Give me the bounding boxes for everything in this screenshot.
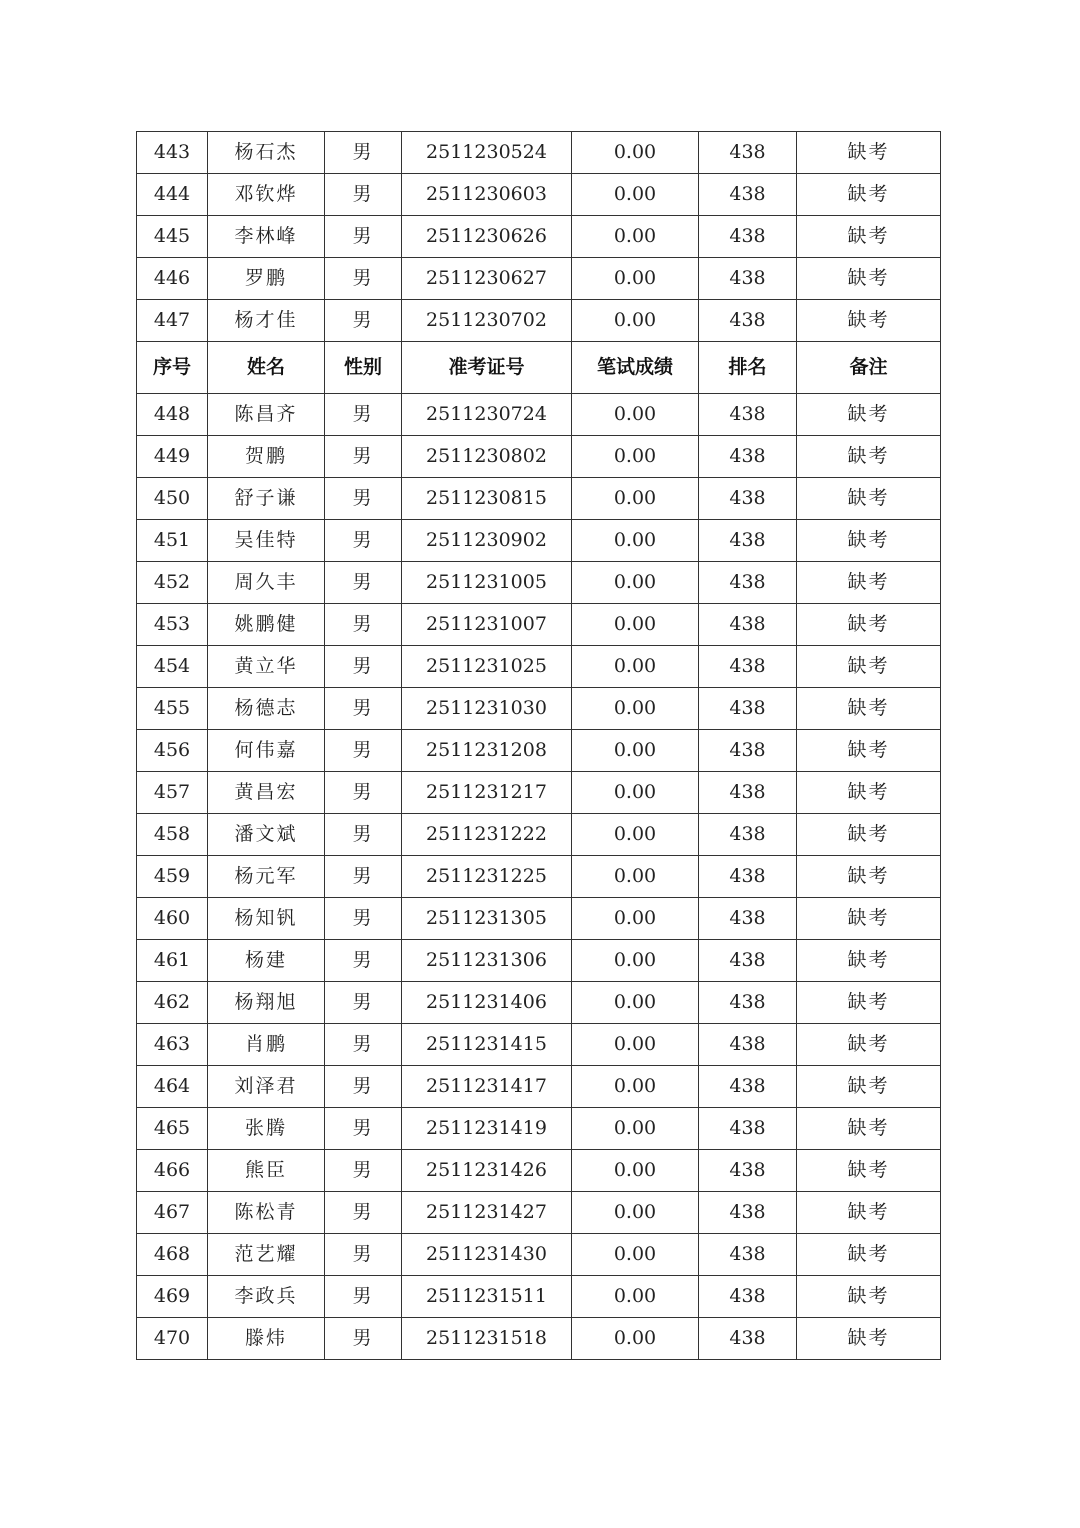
remark-cell: 缺考 bbox=[797, 1318, 941, 1360]
name-cell: 范艺耀 bbox=[208, 1234, 325, 1276]
ticket-number-cell: 2511231417 bbox=[402, 1066, 572, 1108]
remark-cell: 缺考 bbox=[797, 562, 941, 604]
rank-cell: 438 bbox=[699, 478, 797, 520]
rank-cell: 438 bbox=[699, 1024, 797, 1066]
remark-cell: 缺考 bbox=[797, 604, 941, 646]
rank-cell: 438 bbox=[699, 1276, 797, 1318]
name-cell: 肖鹏 bbox=[208, 1024, 325, 1066]
score-cell: 0.00 bbox=[572, 772, 699, 814]
gender-cell: 男 bbox=[325, 174, 402, 216]
seq-cell: 458 bbox=[137, 814, 208, 856]
remark-cell: 缺考 bbox=[797, 300, 941, 342]
seq-cell: 461 bbox=[137, 940, 208, 982]
table-row bbox=[137, 1276, 941, 1318]
table-row bbox=[137, 898, 941, 940]
name-cell: 杨建 bbox=[208, 940, 325, 982]
score-cell: 0.00 bbox=[572, 258, 699, 300]
score-cell: 0.00 bbox=[572, 1192, 699, 1234]
name-cell: 李林峰 bbox=[208, 216, 325, 258]
name-cell: 杨元军 bbox=[208, 856, 325, 898]
seq-cell: 462 bbox=[137, 982, 208, 1024]
exam-results-table bbox=[136, 131, 941, 1360]
gender-cell: 男 bbox=[325, 982, 402, 1024]
gender-cell: 男 bbox=[325, 1150, 402, 1192]
name-cell: 杨翔旭 bbox=[208, 982, 325, 1024]
rank-cell: 438 bbox=[699, 174, 797, 216]
remark-cell: 缺考 bbox=[797, 478, 941, 520]
name-cell: 邓钦烨 bbox=[208, 174, 325, 216]
remark-cell: 缺考 bbox=[797, 688, 941, 730]
score-cell: 0.00 bbox=[572, 132, 699, 174]
name-cell: 舒子谦 bbox=[208, 478, 325, 520]
seq-cell: 447 bbox=[137, 300, 208, 342]
seq-cell: 470 bbox=[137, 1318, 208, 1360]
name-cell: 贺鹏 bbox=[208, 436, 325, 478]
score-cell: 0.00 bbox=[572, 646, 699, 688]
table-row bbox=[137, 688, 941, 730]
score-cell: 0.00 bbox=[572, 940, 699, 982]
score-cell: 0.00 bbox=[572, 394, 699, 436]
seq-cell: 464 bbox=[137, 1066, 208, 1108]
ticket-number-cell: 2511230627 bbox=[402, 258, 572, 300]
score-cell: 0.00 bbox=[572, 1318, 699, 1360]
remark-cell: 缺考 bbox=[797, 646, 941, 688]
table-row bbox=[137, 1108, 941, 1150]
name-cell: 周久丰 bbox=[208, 562, 325, 604]
remark-cell: 缺考 bbox=[797, 730, 941, 772]
ticket-number-cell: 2511230603 bbox=[402, 174, 572, 216]
rank-cell: 438 bbox=[699, 1066, 797, 1108]
remark-cell: 缺考 bbox=[797, 982, 941, 1024]
remark-cell: 缺考 bbox=[797, 1276, 941, 1318]
rank-cell: 438 bbox=[699, 258, 797, 300]
rank-cell: 438 bbox=[699, 436, 797, 478]
score-cell: 0.00 bbox=[572, 688, 699, 730]
name-cell: 杨才佳 bbox=[208, 300, 325, 342]
ticket-number-cell: 2511231005 bbox=[402, 562, 572, 604]
name-cell: 熊臣 bbox=[208, 1150, 325, 1192]
gender-cell: 男 bbox=[325, 1108, 402, 1150]
ticket-number-cell: 2511230802 bbox=[402, 436, 572, 478]
seq-cell: 446 bbox=[137, 258, 208, 300]
rank-cell: 438 bbox=[699, 646, 797, 688]
score-cell: 0.00 bbox=[572, 898, 699, 940]
table-header-row bbox=[137, 342, 941, 394]
name-cell: 吴佳特 bbox=[208, 520, 325, 562]
gender-cell: 男 bbox=[325, 1276, 402, 1318]
ticket-number-cell: 2511231217 bbox=[402, 772, 572, 814]
gender-cell: 男 bbox=[325, 772, 402, 814]
gender-cell: 男 bbox=[325, 856, 402, 898]
ticket-number-cell: 2511231222 bbox=[402, 814, 572, 856]
score-cell: 0.00 bbox=[572, 174, 699, 216]
gender-cell: 男 bbox=[325, 898, 402, 940]
gender-cell: 男 bbox=[325, 1318, 402, 1360]
rank-cell: 438 bbox=[699, 1192, 797, 1234]
gender-cell: 男 bbox=[325, 394, 402, 436]
rank-cell: 438 bbox=[699, 982, 797, 1024]
rank-cell: 438 bbox=[699, 688, 797, 730]
name-cell: 姚鹏健 bbox=[208, 604, 325, 646]
gender-cell: 男 bbox=[325, 258, 402, 300]
ticket-number-cell: 2511231305 bbox=[402, 898, 572, 940]
rank-cell: 438 bbox=[699, 604, 797, 646]
table-row bbox=[137, 478, 941, 520]
remark-cell: 缺考 bbox=[797, 258, 941, 300]
gender-cell: 男 bbox=[325, 300, 402, 342]
table-row bbox=[137, 772, 941, 814]
column-header: 序号 bbox=[137, 342, 208, 394]
seq-cell: 455 bbox=[137, 688, 208, 730]
table-row bbox=[137, 940, 941, 982]
ticket-number-cell: 2511231007 bbox=[402, 604, 572, 646]
rank-cell: 438 bbox=[699, 1108, 797, 1150]
remark-cell: 缺考 bbox=[797, 132, 941, 174]
table-row bbox=[137, 300, 941, 342]
table-body bbox=[137, 132, 941, 1360]
column-header: 备注 bbox=[797, 342, 941, 394]
remark-cell: 缺考 bbox=[797, 772, 941, 814]
gender-cell: 男 bbox=[325, 646, 402, 688]
gender-cell: 男 bbox=[325, 562, 402, 604]
ticket-number-cell: 2511231430 bbox=[402, 1234, 572, 1276]
score-cell: 0.00 bbox=[572, 814, 699, 856]
remark-cell: 缺考 bbox=[797, 1192, 941, 1234]
table-row bbox=[137, 730, 941, 772]
seq-cell: 452 bbox=[137, 562, 208, 604]
remark-cell: 缺考 bbox=[797, 216, 941, 258]
column-header: 排名 bbox=[699, 342, 797, 394]
gender-cell: 男 bbox=[325, 216, 402, 258]
name-cell: 何伟嘉 bbox=[208, 730, 325, 772]
score-cell: 0.00 bbox=[572, 1234, 699, 1276]
score-cell: 0.00 bbox=[572, 982, 699, 1024]
seq-cell: 449 bbox=[137, 436, 208, 478]
ticket-number-cell: 2511231306 bbox=[402, 940, 572, 982]
gender-cell: 男 bbox=[325, 814, 402, 856]
rank-cell: 438 bbox=[699, 940, 797, 982]
seq-cell: 444 bbox=[137, 174, 208, 216]
rank-cell: 438 bbox=[699, 394, 797, 436]
table-row bbox=[137, 814, 941, 856]
gender-cell: 男 bbox=[325, 940, 402, 982]
name-cell: 刘泽君 bbox=[208, 1066, 325, 1108]
table-row bbox=[137, 174, 941, 216]
rank-cell: 438 bbox=[699, 1234, 797, 1276]
score-cell: 0.00 bbox=[572, 300, 699, 342]
ticket-number-cell: 2511230815 bbox=[402, 478, 572, 520]
rank-cell: 438 bbox=[699, 132, 797, 174]
seq-cell: 467 bbox=[137, 1192, 208, 1234]
remark-cell: 缺考 bbox=[797, 520, 941, 562]
remark-cell: 缺考 bbox=[797, 898, 941, 940]
score-cell: 0.00 bbox=[572, 562, 699, 604]
remark-cell: 缺考 bbox=[797, 436, 941, 478]
remark-cell: 缺考 bbox=[797, 174, 941, 216]
seq-cell: 451 bbox=[137, 520, 208, 562]
table-row bbox=[137, 1192, 941, 1234]
score-cell: 0.00 bbox=[572, 478, 699, 520]
score-cell: 0.00 bbox=[572, 1108, 699, 1150]
remark-cell: 缺考 bbox=[797, 856, 941, 898]
score-cell: 0.00 bbox=[572, 1066, 699, 1108]
ticket-number-cell: 2511231025 bbox=[402, 646, 572, 688]
score-cell: 0.00 bbox=[572, 856, 699, 898]
remark-cell: 缺考 bbox=[797, 1108, 941, 1150]
seq-cell: 456 bbox=[137, 730, 208, 772]
gender-cell: 男 bbox=[325, 688, 402, 730]
ticket-number-cell: 2511231511 bbox=[402, 1276, 572, 1318]
score-cell: 0.00 bbox=[572, 604, 699, 646]
seq-cell: 454 bbox=[137, 646, 208, 688]
table-row bbox=[137, 604, 941, 646]
table-row bbox=[137, 520, 941, 562]
score-cell: 0.00 bbox=[572, 436, 699, 478]
table-row bbox=[137, 394, 941, 436]
ticket-number-cell: 2511231419 bbox=[402, 1108, 572, 1150]
ticket-number-cell: 2511231427 bbox=[402, 1192, 572, 1234]
score-cell: 0.00 bbox=[572, 1150, 699, 1192]
seq-cell: 466 bbox=[137, 1150, 208, 1192]
ticket-number-cell: 2511231208 bbox=[402, 730, 572, 772]
gender-cell: 男 bbox=[325, 1192, 402, 1234]
remark-cell: 缺考 bbox=[797, 1150, 941, 1192]
name-cell: 黄昌宏 bbox=[208, 772, 325, 814]
seq-cell: 445 bbox=[137, 216, 208, 258]
gender-cell: 男 bbox=[325, 436, 402, 478]
seq-cell: 468 bbox=[137, 1234, 208, 1276]
remark-cell: 缺考 bbox=[797, 1066, 941, 1108]
table-row bbox=[137, 646, 941, 688]
seq-cell: 469 bbox=[137, 1276, 208, 1318]
ticket-number-cell: 2511230902 bbox=[402, 520, 572, 562]
score-cell: 0.00 bbox=[572, 1024, 699, 1066]
rank-cell: 438 bbox=[699, 562, 797, 604]
ticket-number-cell: 2511231225 bbox=[402, 856, 572, 898]
table-row bbox=[137, 856, 941, 898]
ticket-number-cell: 2511231518 bbox=[402, 1318, 572, 1360]
rank-cell: 438 bbox=[699, 772, 797, 814]
name-cell: 陈松青 bbox=[208, 1192, 325, 1234]
gender-cell: 男 bbox=[325, 520, 402, 562]
column-header: 性别 bbox=[325, 342, 402, 394]
remark-cell: 缺考 bbox=[797, 814, 941, 856]
seq-cell: 459 bbox=[137, 856, 208, 898]
remark-cell: 缺考 bbox=[797, 940, 941, 982]
ticket-number-cell: 2511230524 bbox=[402, 132, 572, 174]
table-row bbox=[137, 436, 941, 478]
rank-cell: 438 bbox=[699, 300, 797, 342]
gender-cell: 男 bbox=[325, 604, 402, 646]
rank-cell: 438 bbox=[699, 898, 797, 940]
rank-cell: 438 bbox=[699, 856, 797, 898]
remark-cell: 缺考 bbox=[797, 1024, 941, 1066]
score-cell: 0.00 bbox=[572, 216, 699, 258]
ticket-number-cell: 2511231415 bbox=[402, 1024, 572, 1066]
column-header: 姓名 bbox=[208, 342, 325, 394]
name-cell: 滕炜 bbox=[208, 1318, 325, 1360]
seq-cell: 460 bbox=[137, 898, 208, 940]
ticket-number-cell: 2511231406 bbox=[402, 982, 572, 1024]
table-row bbox=[137, 216, 941, 258]
gender-cell: 男 bbox=[325, 1066, 402, 1108]
name-cell: 潘文斌 bbox=[208, 814, 325, 856]
column-header: 笔试成绩 bbox=[572, 342, 699, 394]
score-cell: 0.00 bbox=[572, 1276, 699, 1318]
table-row bbox=[137, 1066, 941, 1108]
gender-cell: 男 bbox=[325, 730, 402, 772]
name-cell: 罗鹏 bbox=[208, 258, 325, 300]
ticket-number-cell: 2511231030 bbox=[402, 688, 572, 730]
table-row bbox=[137, 1318, 941, 1360]
ticket-number-cell: 2511230724 bbox=[402, 394, 572, 436]
seq-cell: 465 bbox=[137, 1108, 208, 1150]
seq-cell: 453 bbox=[137, 604, 208, 646]
name-cell: 黄立华 bbox=[208, 646, 325, 688]
rank-cell: 438 bbox=[699, 520, 797, 562]
table-row bbox=[137, 982, 941, 1024]
rank-cell: 438 bbox=[699, 216, 797, 258]
name-cell: 杨德志 bbox=[208, 688, 325, 730]
score-cell: 0.00 bbox=[572, 520, 699, 562]
name-cell: 陈昌齐 bbox=[208, 394, 325, 436]
name-cell: 杨石杰 bbox=[208, 132, 325, 174]
seq-cell: 443 bbox=[137, 132, 208, 174]
table-row bbox=[137, 258, 941, 300]
score-cell: 0.00 bbox=[572, 730, 699, 772]
rank-cell: 438 bbox=[699, 1150, 797, 1192]
seq-cell: 463 bbox=[137, 1024, 208, 1066]
seq-cell: 450 bbox=[137, 478, 208, 520]
name-cell: 张腾 bbox=[208, 1108, 325, 1150]
ticket-number-cell: 2511231426 bbox=[402, 1150, 572, 1192]
rank-cell: 438 bbox=[699, 730, 797, 772]
table-row bbox=[137, 132, 941, 174]
remark-cell: 缺考 bbox=[797, 1234, 941, 1276]
name-cell: 李政兵 bbox=[208, 1276, 325, 1318]
seq-cell: 448 bbox=[137, 394, 208, 436]
seq-cell: 457 bbox=[137, 772, 208, 814]
gender-cell: 男 bbox=[325, 132, 402, 174]
table-row bbox=[137, 1234, 941, 1276]
gender-cell: 男 bbox=[325, 1234, 402, 1276]
remark-cell: 缺考 bbox=[797, 394, 941, 436]
table-row bbox=[137, 1024, 941, 1066]
ticket-number-cell: 2511230626 bbox=[402, 216, 572, 258]
gender-cell: 男 bbox=[325, 478, 402, 520]
rank-cell: 438 bbox=[699, 814, 797, 856]
ticket-number-cell: 2511230702 bbox=[402, 300, 572, 342]
name-cell: 杨知钒 bbox=[208, 898, 325, 940]
table-row bbox=[137, 562, 941, 604]
table-row bbox=[137, 1150, 941, 1192]
rank-cell: 438 bbox=[699, 1318, 797, 1360]
gender-cell: 男 bbox=[325, 1024, 402, 1066]
column-header: 准考证号 bbox=[402, 342, 572, 394]
